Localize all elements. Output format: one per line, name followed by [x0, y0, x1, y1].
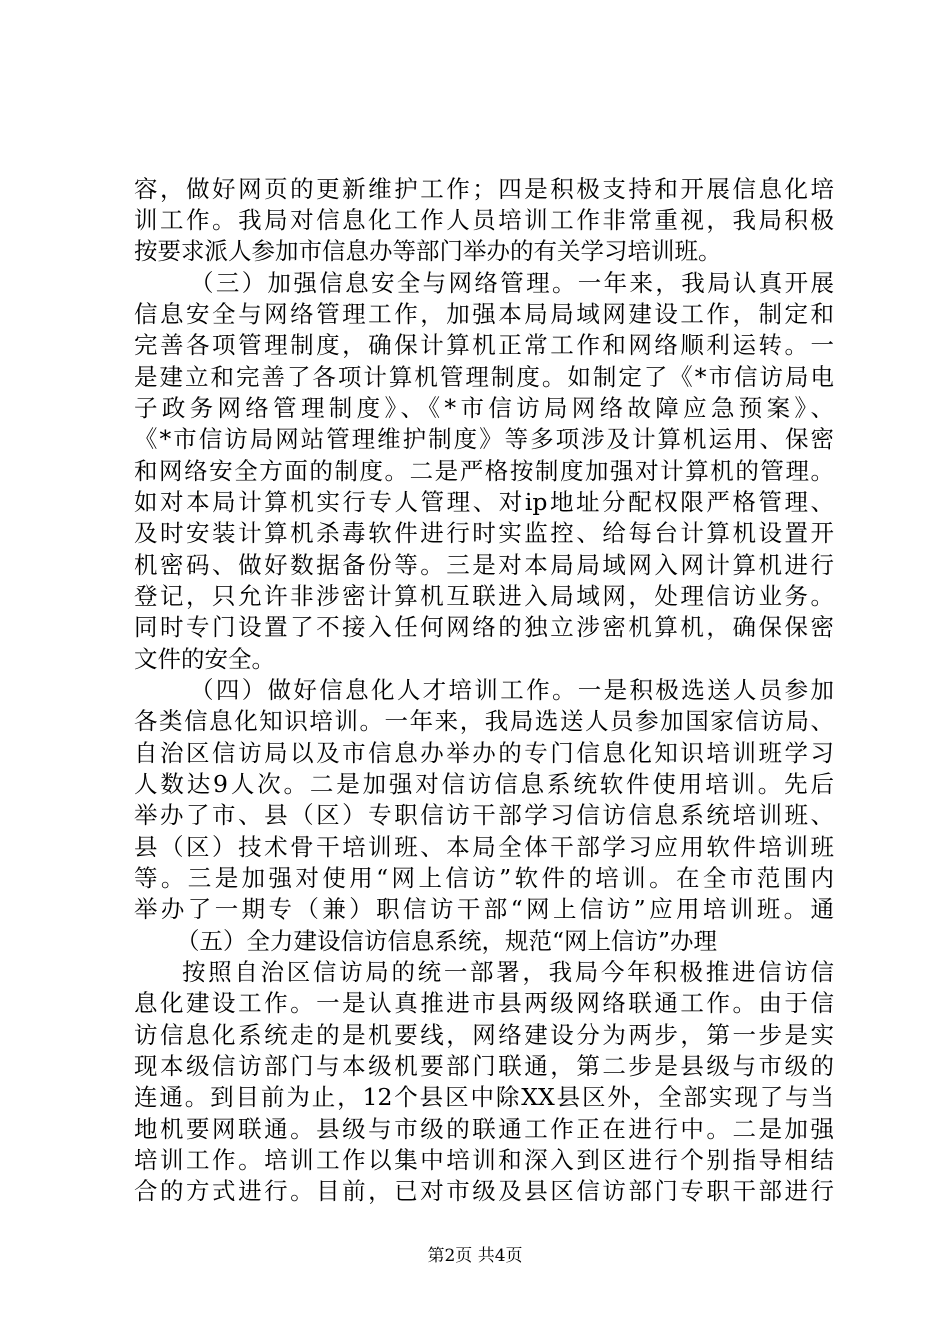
- text-line: 容，做好网页的更新维护工作；四是积极支持和开展信息化培: [134, 175, 834, 203]
- paragraph-heading-line: （五）全力建设信访信息系统，规范“网上信访”办理: [176, 927, 718, 955]
- text-line: 登记，只允许非涉密计算机互联进入局域网，处理信访业务。: [134, 582, 834, 610]
- text-line: 举办了市、县（区）专职信访干部学习信访信息系统培训班、: [134, 801, 834, 829]
- text-line: 和网络安全方面的制度。二是严格按制度加强对计算机的管理。: [134, 457, 834, 485]
- text-line: 县（区）技术骨干培训班、本局全体干部学习应用软件培训班: [134, 833, 834, 861]
- text-line: 机密码、做好数据备份等。三是对本局局域网入网计算机进行: [134, 551, 834, 579]
- text-line: 是建立和完善了各项计算机管理制度。如制定了《*市信访局电: [134, 363, 834, 391]
- text-line: 人数达9人次。二是加强对信访信息系统软件使用培训。先后: [134, 770, 834, 798]
- page-number-footer: 第2页 共4页: [427, 1246, 523, 1266]
- text-line: 培训工作。培训工作以集中培训和深入到区进行个别指导相结: [134, 1146, 834, 1174]
- text-line: 同时专门设置了不接入任何网络的独立涉密机算机，确保保密: [134, 613, 834, 641]
- text-line: 按照自治区信访局的统一部署，我局今年积极推进信访信: [182, 958, 834, 986]
- text-line: 自治区信访局以及市信息办举办的专门信息化知识培训班学习: [134, 739, 834, 767]
- text-line: 连通。到目前为止，12个县区中除XX县区外，全部实现了与当: [134, 1083, 834, 1111]
- text-line: 训工作。我局对信息化工作人员培训工作非常重视，我局积极: [134, 206, 834, 234]
- text-line: 访信息化系统走的是机要线，网络建设分为两步，第一步是实: [134, 1021, 834, 1049]
- text-line: 各类信息化知识培训。一年来，我局选送人员参加国家信访局、: [134, 707, 834, 735]
- paragraph-heading-line: （四）做好信息化人才培训工作。一是积极选送人员参加: [190, 676, 834, 704]
- text-line: 按要求派人参加市信息办等部门举办的有关学习培训班。: [134, 237, 722, 265]
- text-line: 信息安全与网络管理工作，加强本局局域网建设工作，制定和: [134, 300, 834, 328]
- text-line: 合的方式进行。目前，已对市级及县区信访部门专职干部进行: [134, 1177, 834, 1205]
- text-line: 《*市信访局网站管理维护制度》等多项涉及计算机运用、保密: [134, 425, 834, 453]
- text-line: 及时安装计算机杀毒软件进行时实监控、给每台计算机设置开: [134, 519, 834, 547]
- text-line: 地机要网联通。县级与市级的联通工作正在进行中。二是加强: [134, 1115, 834, 1143]
- text-line: 完善各项管理制度，确保计算机正常工作和网络顺利运转。一: [134, 331, 834, 359]
- text-line: 子政务网络管理制度》、《*市信访局网络故障应急预案》、: [134, 394, 834, 422]
- text-line: 文件的安全。: [134, 645, 275, 673]
- text-line: 等。三是加强对使用“网上信访”软件的培训。在全市范围内: [134, 864, 834, 892]
- paragraph-heading-line: （三）加强信息安全与网络管理。一年来，我局认真开展: [190, 269, 834, 297]
- text-line: 现本级信访部门与本级机要部门联通，第二步是县级与市级的: [134, 1052, 834, 1080]
- text-line: 息化建设工作。一是认真推进市县两级网络联通工作。由于信: [134, 989, 834, 1017]
- text-line: 如对本局计算机实行专人管理、对ip地址分配权限严格管理、: [134, 488, 834, 516]
- text-line: 举办了一期专（兼）职信访干部“网上信访”应用培训班。通: [134, 895, 834, 923]
